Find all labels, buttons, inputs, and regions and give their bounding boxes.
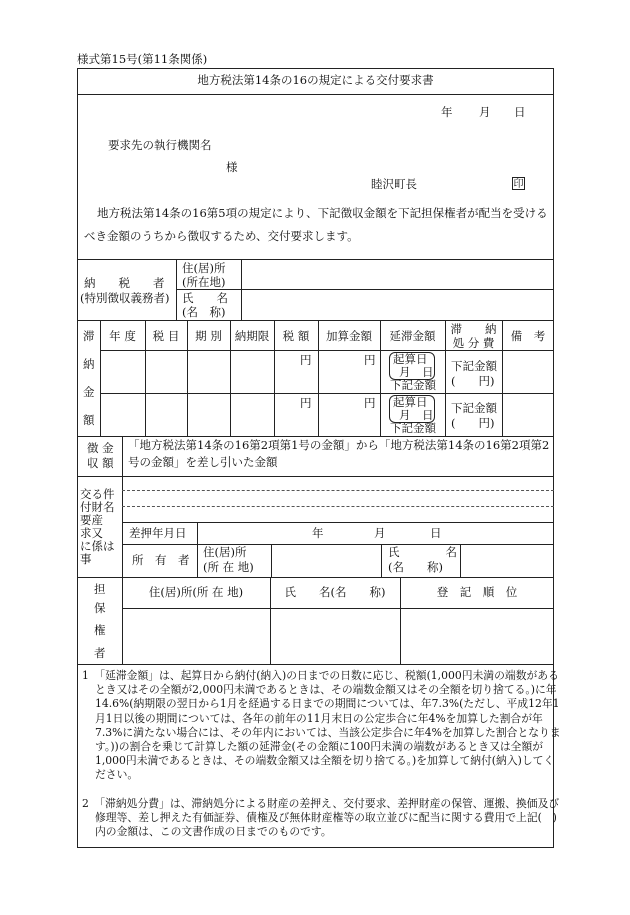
form-number: 様式第15号(第11条関係) — [77, 52, 208, 66]
col-header-tax-item: 税 目 — [152, 329, 180, 343]
taxpayer-name-sublabel: (名 称) — [182, 305, 226, 319]
mortgagee-label-char: 者 — [94, 646, 106, 660]
mortgagee-col-name: 氏 名(名 称) — [284, 585, 386, 599]
below-amount-label: 下記金額 — [390, 378, 436, 392]
taxpayer-name-label: 氏 名 — [182, 291, 228, 305]
mortgagee-col-address: 住(居)所(所 在 地) — [148, 585, 244, 599]
owner-label: 所 有 者 — [132, 553, 190, 567]
reckon-date-label: 起算日 — [393, 395, 428, 409]
arrears-label-char: 納 — [83, 357, 95, 371]
mortgagee-col-order: 登 記 順 位 — [436, 585, 518, 599]
taxpayer-address-sublabel: (所在地) — [182, 275, 226, 289]
arrears-label-char: 滞 — [83, 329, 95, 343]
divider — [122, 544, 554, 545]
honorific: 様 — [226, 160, 238, 174]
divider — [271, 544, 272, 577]
col-header-delay-charge: 延滞金額 — [389, 329, 436, 343]
col-header-disposal-cost: 滞 納 — [450, 322, 497, 336]
col-header-tax-amount: 税 額 — [282, 329, 310, 343]
issuer-name: 睦沢町長 — [371, 177, 417, 191]
dashed-divider — [122, 490, 554, 491]
paren-yen: ( 円) — [451, 416, 495, 430]
mortgagee-label-char: 権 — [94, 623, 106, 637]
yen-unit: 円 — [300, 396, 312, 410]
seizure-date-year: 年 — [312, 526, 324, 540]
note-1: 1 「延滞金額」は、起算日から納付(納入)の日までの日数に応じ、税額(1,000円未満の端数があるとき又はその全額が2,000円未満であるときは、その端数金額又はその全額を切り捨てる。)に年14.6%(納期限の翌日から1月を経過する日までの期間については、年7.3%(ただし、平成12年1月1日以後の期間については、各年の前年の11月末日の公定歩合に年4%を加算した割合が年7.3%に満たない場合には、その年内においては、当該公定歩合に年4%を加算した割合となります。))の割合を乗じて計算した額の延滞金(その金額に100円未満の端数があるとき又は全額が1,000円未満であるときは、その端数金額又は全額を切り捨てる。)を加算して納付(納入)してください。 — [82, 669, 561, 782]
request-body-text: 地方税法第14条の16第5項の規定により、下記徴収金額を下記担保権者が配当を受けるべき金額のうちから徴収するため、交付要求します。 — [84, 206, 548, 243]
divider — [381, 544, 382, 577]
collection-text: 「地方税法第14条の16第2項第1号の金額」から「地方税法第14条の16第2項第2号の金額」を差し引いた金額 — [128, 438, 550, 469]
addressee-label: 要求先の執行機関名 — [108, 138, 212, 152]
collection-label: 徴 金 — [87, 441, 114, 455]
divider — [100, 350, 554, 351]
property-label-line: に係は — [80, 539, 115, 553]
below-amount-label: 下記金額 — [390, 421, 436, 435]
divider — [176, 289, 554, 290]
col-header-penalty: 加算金額 — [326, 329, 372, 343]
owner-name-label: 氏 名 — [388, 545, 457, 559]
owner-address-sublabel: (所 在 地) — [203, 560, 254, 574]
below-amount-label: 下記金額 — [451, 401, 497, 415]
divider — [77, 94, 554, 95]
col-header-remarks: 備 考 — [510, 329, 546, 343]
divider — [77, 664, 554, 665]
yen-unit: 円 — [364, 396, 376, 410]
property-label-line: 交る件 — [80, 487, 115, 501]
mortgagee-label-char: 保 — [94, 601, 106, 615]
seal-mark: 印 — [513, 179, 524, 190]
arrears-label-char: 額 — [83, 413, 95, 427]
col-header-due-date: 納期限 — [234, 329, 270, 343]
property-label-line: 要産 — [80, 513, 103, 527]
seizure-date-label: 差押年月日 — [129, 526, 187, 540]
taxpayer-sublabel: (特別徴収義務者) — [80, 291, 170, 305]
property-label-line: 求又 — [80, 526, 103, 540]
owner-name-sublabel: (名 称) — [388, 560, 443, 574]
col-header-year: 年 度 — [109, 329, 136, 343]
dashed-divider — [122, 506, 554, 507]
taxpayer-address-label: 住(居)所 — [182, 261, 226, 275]
mortgagee-label-char: 担 — [94, 582, 106, 596]
seizure-date-month: 月 — [374, 526, 386, 540]
owner-address-label: 住(居)所 — [203, 545, 247, 559]
divider — [197, 522, 198, 577]
date-day-label: 日 — [514, 105, 526, 119]
divider — [122, 476, 123, 577]
reckon-month-day: 月 日 — [399, 365, 434, 379]
note-2: 2 「滞納処分費」は、滞納処分による財産の差押え、交付要求、差押財産の保管、運搬、換価及び修理等、差し押えた有価証券、債権及び無体財産権等の取立並びに配当に関する費用で上記( )内の金額は、この文書作成の日までのものです。 — [82, 797, 560, 839]
date-year-label: 年 — [441, 105, 453, 119]
yen-unit: 円 — [364, 353, 376, 367]
col-header-disposal-cost-sub: 処 分 費 — [452, 336, 495, 350]
arrears-label-char: 金 — [83, 385, 95, 399]
document-title: 地方税法第14条の16の規定による交付要求書 — [197, 73, 434, 87]
paren-yen: ( 円) — [451, 374, 495, 388]
reckon-date-label: 起算日 — [393, 352, 428, 366]
divider — [77, 259, 554, 260]
divider — [100, 393, 554, 394]
divider — [77, 320, 554, 321]
seizure-date-day: 日 — [430, 526, 442, 540]
reckon-month-day: 月 日 — [399, 408, 434, 422]
divider — [77, 476, 554, 477]
col-header-period: 期 別 — [195, 329, 222, 343]
below-amount-label: 下記金額 — [451, 359, 497, 373]
taxpayer-label: 納 税 者 — [84, 276, 165, 290]
divider — [122, 608, 554, 609]
divider — [122, 436, 123, 476]
collection-sublabel: 収 額 — [87, 456, 114, 470]
divider — [122, 522, 554, 523]
property-label-line: 事 — [80, 552, 92, 566]
date-month-label: 月 — [479, 105, 491, 119]
divider — [77, 577, 554, 578]
property-label-line: 付財名 — [80, 500, 115, 514]
yen-unit: 円 — [300, 353, 312, 367]
divider — [460, 544, 461, 577]
